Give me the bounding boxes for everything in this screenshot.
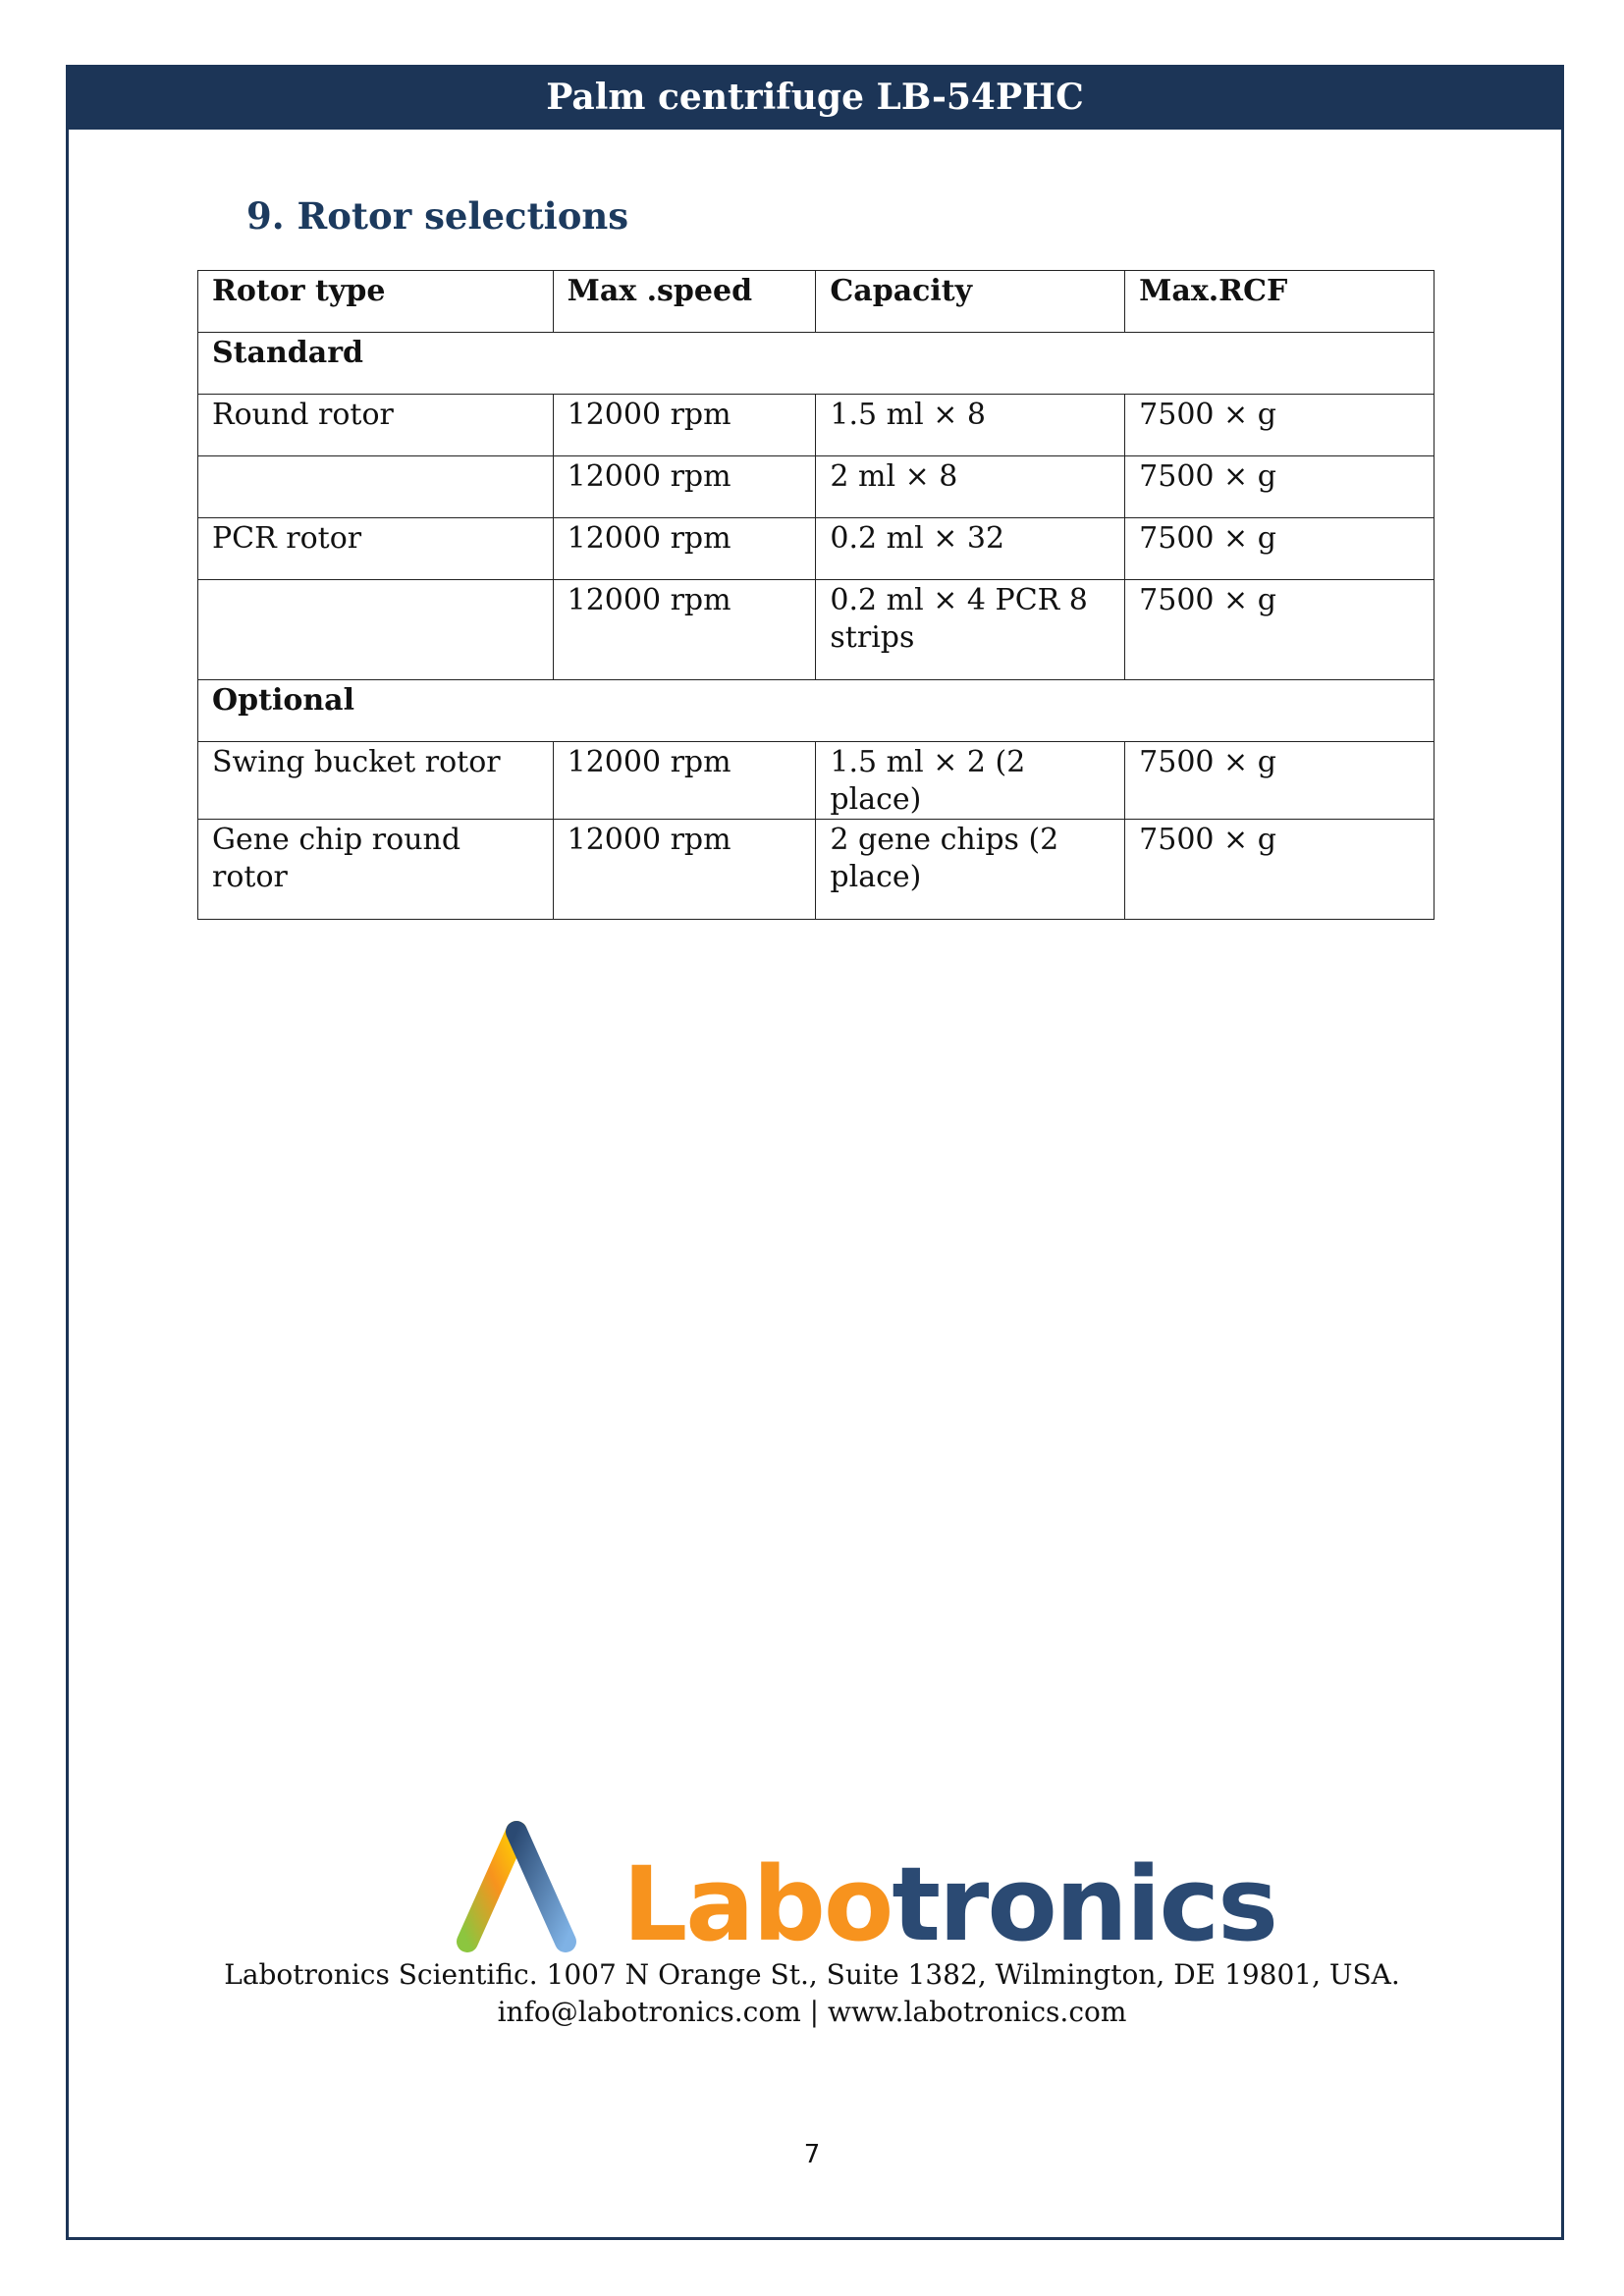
group-row xyxy=(198,333,1435,395)
table-cell: Round rotor xyxy=(198,395,554,456)
table-cell: 7500 × g xyxy=(1125,518,1435,580)
table-row xyxy=(198,742,1435,820)
table-cell: 7500 × g xyxy=(1125,456,1435,518)
table-row xyxy=(198,518,1435,580)
table-cell: 12000 rpm xyxy=(553,518,816,580)
page-number: 7 xyxy=(803,2140,821,2169)
table-cell xyxy=(198,580,554,680)
logo-text-part2: tronics xyxy=(892,1844,1277,1964)
header-bar xyxy=(66,65,1564,130)
document-title: Palm centrifuge LB-54PHC xyxy=(546,77,1084,118)
table-cell: 0.2 ml × 32 xyxy=(816,518,1125,580)
group-label: Optional xyxy=(198,680,1435,742)
table-row xyxy=(198,395,1435,456)
table-cell: 1.5 ml × 2 (2 place) xyxy=(816,742,1125,820)
rotor-table xyxy=(197,270,1435,920)
table-cell: 12000 rpm xyxy=(553,580,816,680)
group-row xyxy=(198,680,1435,742)
table-cell: Gene chip round rotor xyxy=(198,820,554,920)
logo-wordmark xyxy=(623,1844,1276,1964)
table-cell: PCR rotor xyxy=(198,518,554,580)
section-title: 9. Rotor selections xyxy=(246,194,629,238)
table-cell: 12000 rpm xyxy=(553,456,816,518)
table-cell: 7500 × g xyxy=(1125,820,1435,920)
table-row xyxy=(198,456,1435,518)
table-row xyxy=(198,580,1435,680)
table-cell: 2 ml × 8 xyxy=(816,456,1125,518)
column-header: Capacity xyxy=(816,271,1125,333)
column-header: Max.RCF xyxy=(1125,271,1435,333)
group-label: Standard xyxy=(198,333,1435,395)
table-cell: 12000 rpm xyxy=(553,742,816,820)
column-header: Max .speed xyxy=(553,271,816,333)
table-header-row xyxy=(198,271,1435,333)
table-cell: Swing bucket rotor xyxy=(198,742,554,820)
table-cell xyxy=(198,456,554,518)
table-cell: 7500 × g xyxy=(1125,580,1435,680)
column-header: Rotor type xyxy=(198,271,554,333)
footer-contact: info@labotronics.com | www.labotronics.com xyxy=(497,1996,1127,2028)
table-cell: 0.2 ml × 4 PCR 8 strips xyxy=(816,580,1125,680)
table-cell: 7500 × g xyxy=(1125,395,1435,456)
footer-address: Labotronics Scientific. 1007 N Orange St., Suite 1382, Wilmington, DE 19801, USA. xyxy=(224,1958,1400,1991)
table-cell: 12000 rpm xyxy=(553,395,816,456)
table-cell: 1.5 ml × 8 xyxy=(816,395,1125,456)
labotronics-logo xyxy=(458,1824,1277,1964)
triangle-mark-icon xyxy=(467,1832,566,1946)
table-row xyxy=(198,820,1435,920)
table-cell: 2 gene chips (2 place) xyxy=(816,820,1125,920)
logo-text-part1: Labo xyxy=(623,1844,893,1964)
table-cell: 12000 rpm xyxy=(553,820,816,920)
table-cell: 7500 × g xyxy=(1125,742,1435,820)
